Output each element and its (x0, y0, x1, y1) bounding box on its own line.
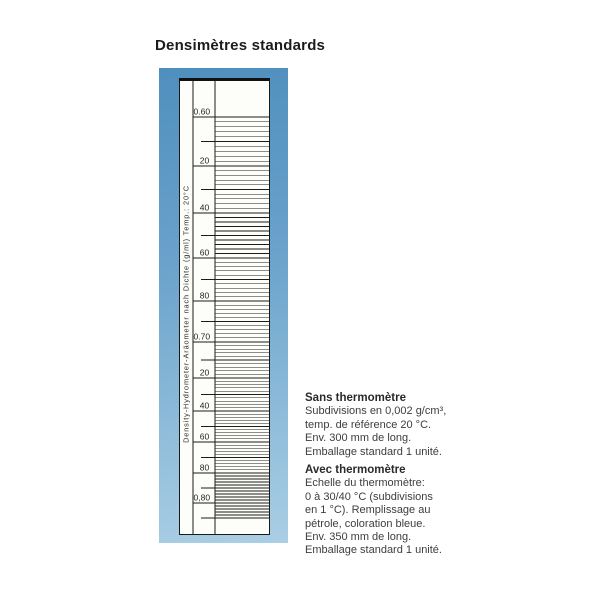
scale-label: 20 (199, 155, 210, 166)
section-line: Env. 350 mm de long. (305, 531, 412, 544)
page-title: Densimètres standards (155, 37, 326, 54)
section-line: Emballage standard 1 unité. (305, 445, 442, 458)
section-line: Echelle du thermomètre: (305, 477, 425, 490)
hydrometer-scale (179, 78, 270, 535)
section-line: pétrole, coloration bleue. (305, 517, 426, 530)
scale-label: 0,80 (193, 492, 211, 503)
section-heading: Sans thermomètre (305, 392, 406, 404)
section-line: 0 à 30/40 °C (subdivisions (305, 490, 433, 503)
hydrometer-scale-drawing (180, 81, 269, 534)
scale-label: 40 (199, 400, 210, 411)
section-line: Subdivisions en 0,002 g/cm³, (305, 405, 447, 418)
section-heading: Avec thermomètre (305, 464, 406, 477)
scale-label: 0.70 (193, 331, 211, 342)
section-line: Emballage standard 1 unité. (305, 544, 442, 557)
scale-label: 60 (199, 431, 210, 442)
scale-label: 0.60 (193, 106, 211, 117)
product-image-panel (159, 68, 288, 543)
scale-side-label: Density-Hydrometer-Aräometer nach Dichte (g/ml) Temp.: 20°C (181, 185, 191, 443)
scale-label: 20 (199, 367, 210, 378)
description-sections (305, 392, 477, 563)
section-line: en 1 °C). Remplissage au (305, 504, 431, 517)
product-section-sans-thermometre (305, 392, 477, 459)
scale-label: 60 (199, 247, 210, 258)
section-line: Env. 300 mm de long. (305, 432, 412, 445)
product-section-avec-thermometre (305, 464, 477, 558)
section-line: temp. de référence 20 °C. (305, 418, 432, 431)
scale-label: 80 (199, 290, 210, 301)
scale-label: 40 (199, 202, 210, 213)
scale-label: 80 (199, 462, 210, 473)
